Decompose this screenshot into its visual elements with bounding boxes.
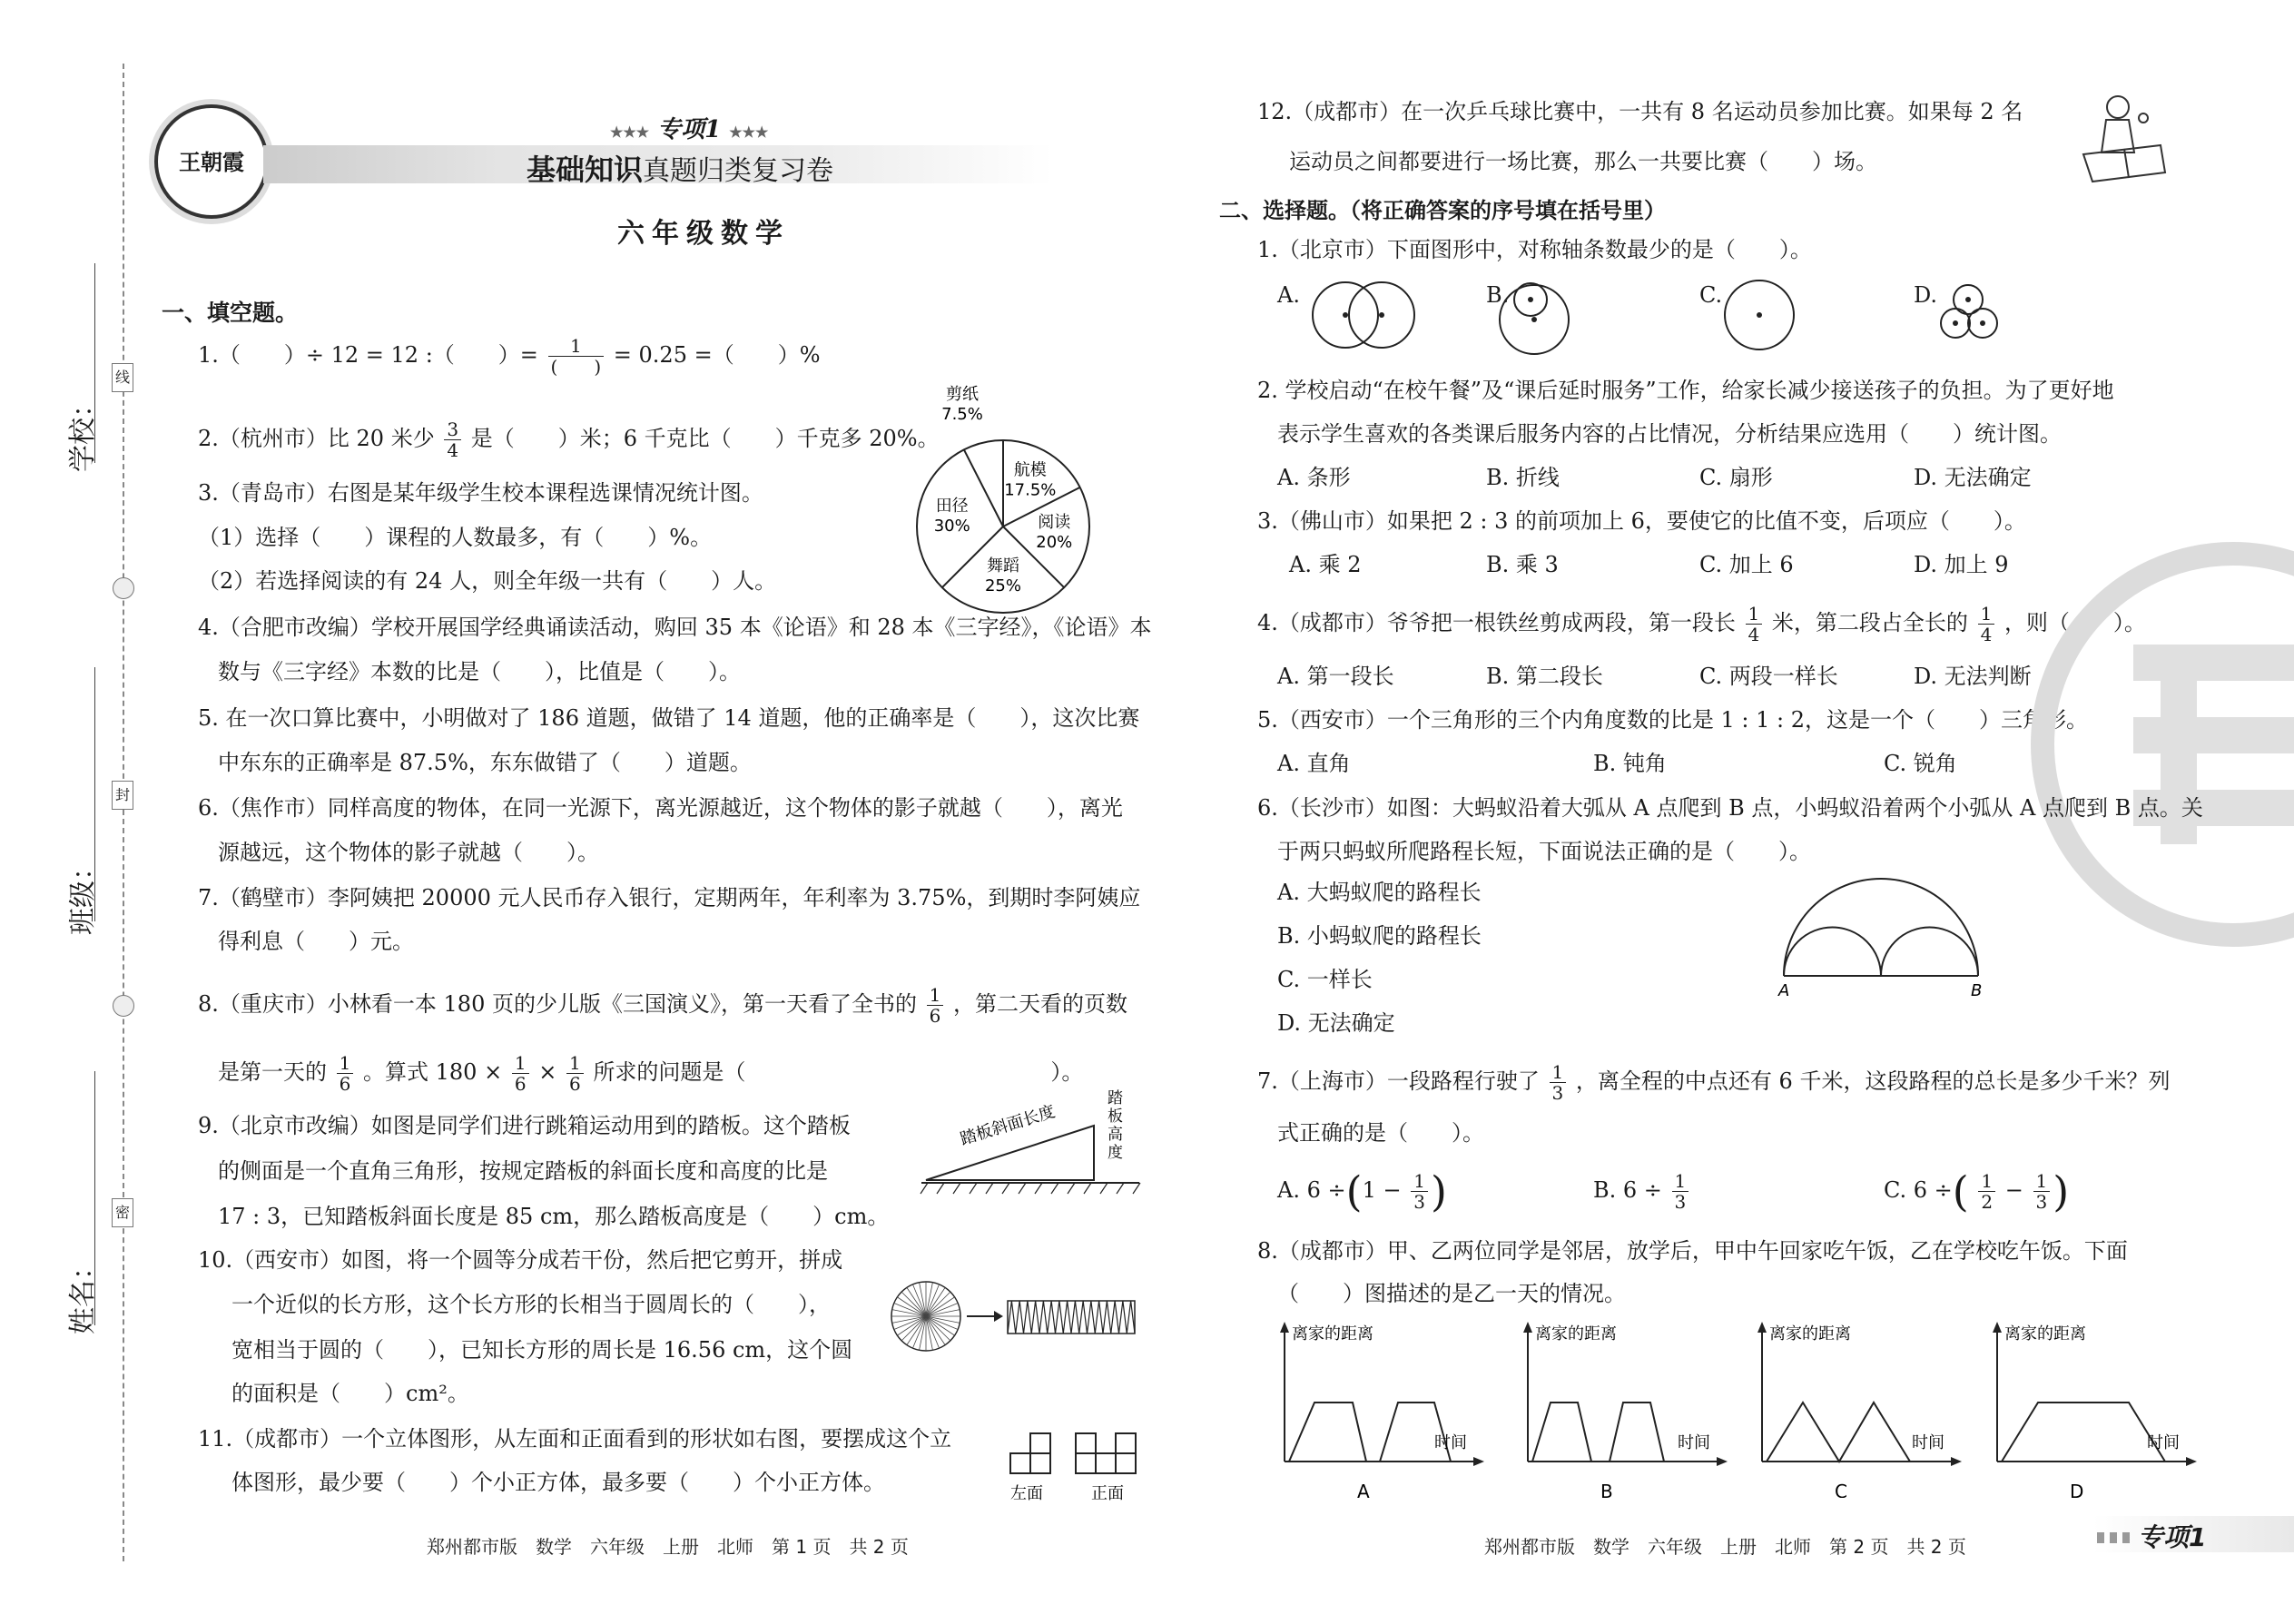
c2-opt-b: B. 折线 bbox=[1486, 465, 1560, 490]
q4-line2: 数与《三字经》本数的比是（ ），比值是（ ）。 bbox=[218, 659, 741, 684]
point-a-label: A bbox=[1778, 981, 1790, 999]
c5-opt-a: A. 直角 bbox=[1277, 751, 1351, 776]
q9-line3: 17 : 3，已知踏板斜面长度是 85 cm，那么踏板高度是（ ）cm。 bbox=[218, 1204, 890, 1229]
c4-opt-d: D. 无法判断 bbox=[1914, 664, 2032, 689]
svg-text:离家的距离: 离家的距离 bbox=[1535, 1324, 1617, 1343]
q8-line2: 是第一天的 $\frac{1}{6}$ 。算式 180 × $\frac{1}{6}$ × $\frac{1}{6}$ 所求的问题是（ ）。 bbox=[218, 1052, 1084, 1095]
pie-label-1: 航模 17.5% bbox=[1004, 460, 1057, 500]
svg-text:D: D bbox=[2070, 1481, 2084, 1498]
part1-heading: 一、填空题。 bbox=[162, 300, 299, 326]
logo-text: 王朝霞 bbox=[179, 149, 244, 175]
confidential-watermark bbox=[2024, 536, 2294, 953]
c7-opt-c: C. 6 ÷( $\frac{1}{2}$ − $\frac{1}{3}$ ) bbox=[1884, 1166, 2070, 1216]
c7-opt-a: A. 6 ÷(1 − $\frac{1}{3}$ ) bbox=[1277, 1166, 1447, 1216]
cut-mark-1: 线 bbox=[112, 363, 133, 392]
school-line bbox=[94, 263, 95, 463]
stars-left-icon: ★★★ bbox=[610, 123, 650, 141]
svg-text:B: B bbox=[1600, 1481, 1613, 1498]
c2-line2: 表示学生喜欢的各类课后服务内容的占比情况，分析结果应选用（ ）统计图。 bbox=[1277, 421, 2062, 447]
c1-shapes bbox=[1298, 272, 2015, 363]
c7-opt-b: B. 6 ÷ $\frac{1}{3}$ bbox=[1593, 1171, 1691, 1212]
graph-B bbox=[1523, 1322, 1728, 1498]
left-view-label: 左面 bbox=[1010, 1484, 1043, 1503]
height-label: 踏板高度 bbox=[1108, 1089, 1123, 1162]
c3-opt-b: B. 乘 3 bbox=[1486, 552, 1559, 577]
graph-C bbox=[1757, 1322, 1962, 1498]
c3-opt-d: D. 加上 9 bbox=[1914, 552, 2009, 577]
c5-opt-b: B. 钝角 bbox=[1593, 751, 1667, 776]
c6-line1: 6.（长沙市）如图：大蚂蚁沿着大弧从 A 点爬到 B 点，小蚂蚁沿着两个小弧从 A 点爬到 B 点。关 bbox=[1257, 795, 2203, 821]
cut-mark-3: 密 bbox=[112, 1198, 133, 1227]
c2-opt-c: C. 扇形 bbox=[1699, 465, 1773, 490]
q6-line2: 源越远，这个物体的影子就越（ ）。 bbox=[218, 840, 599, 865]
q10-line4: 的面积是（ ）cm²。 bbox=[231, 1381, 469, 1406]
svg-text:离家的距离: 离家的距离 bbox=[1769, 1324, 1851, 1343]
q10-line2: 一个近似的长方形，这个长方形的长相当于圆周长的（ ）， bbox=[231, 1292, 831, 1317]
svg-text:A: A bbox=[1357, 1481, 1370, 1498]
q7-line2: 得利息（ ）元。 bbox=[218, 929, 414, 954]
footer-right: 郑州都市版 数学 六年级 上册 北师 第 2 页 共 2 页 bbox=[1484, 1536, 1966, 1558]
q1 bbox=[198, 336, 821, 377]
subject-title: 六年级数学 bbox=[617, 218, 790, 250]
q11-line1: 11.（成都市）一个立体图形，从左面和正面看到的形状如右图，要摆成这个立 bbox=[198, 1426, 952, 1452]
c2-line1: 2. 学校启动“在校午餐”及“课后延时服务”工作，给家长减少接送孩子的负担。为了更好地 bbox=[1257, 378, 2114, 403]
q10-line1: 10.（西安市）如图，将一个圆等分成若干份，然后把它剪开，拼成 bbox=[198, 1247, 843, 1273]
springboard-diagram bbox=[917, 1085, 1144, 1216]
svg-text:离家的距离: 离家的距离 bbox=[2004, 1324, 2086, 1343]
c1-opt-d: D. bbox=[1914, 282, 1938, 308]
title-bold: 基础知识 bbox=[527, 153, 644, 187]
c3-opt-c: C. 加上 6 bbox=[1699, 552, 1794, 577]
ping-pong-illustration bbox=[2074, 91, 2174, 200]
distance-time-graphs bbox=[1266, 1316, 2206, 1498]
pie-label-0: 剪纸 7.5% bbox=[941, 385, 983, 424]
class-label: 班级： bbox=[67, 853, 99, 935]
q8-frac-4: $\frac{1}{6}$ bbox=[566, 1053, 584, 1094]
q12-line2: 运动员之间都要进行一场比赛，那么一共要比赛（ ）场。 bbox=[1289, 149, 1877, 174]
footer-left: 郑州都市版 数学 六年级 上册 北师 第 1 页 共 2 页 bbox=[427, 1536, 909, 1558]
topic-label: 专项1 bbox=[657, 116, 722, 143]
scissor-icon-1 bbox=[113, 577, 134, 599]
q1-fraction: $\frac{1}{( )}$ bbox=[548, 336, 605, 377]
c4-frac-2: $\frac{1}{4}$ bbox=[1978, 604, 1995, 645]
c6-opt-c: C. 一样长 bbox=[1277, 967, 1373, 992]
title-rest: 真题归类复习卷 bbox=[643, 155, 834, 187]
q3-sub2: （2）若选择阅读的有 24 人，则全年级一共有（ ）人。 bbox=[198, 568, 777, 594]
c2-opt-d: D. 无法确定 bbox=[1914, 465, 2032, 490]
graph-A bbox=[1280, 1322, 1484, 1498]
q4-line1: 4.（合肥市改编）学校开展国学经典诵读活动，购回 35 本《论语》和 28 本《三字经》，《论语》本 bbox=[198, 615, 1152, 640]
footer-tag bbox=[2092, 1516, 2294, 1552]
c4-opt-b: B. 第二段长 bbox=[1486, 664, 1603, 689]
school-label: 学校： bbox=[67, 390, 99, 472]
svg-text:时间: 时间 bbox=[1678, 1433, 1710, 1452]
graph-D bbox=[1993, 1322, 2197, 1498]
c8-line2: （ ）图描述的是乙一天的情况。 bbox=[1277, 1281, 1626, 1306]
c7-line2: 式正确的是（ ）。 bbox=[1277, 1120, 1484, 1146]
c4-opt-a: A. 第一段长 bbox=[1277, 664, 1394, 689]
binding-line bbox=[123, 64, 124, 1561]
front-view-label: 正面 bbox=[1091, 1484, 1124, 1503]
q12-line1: 12.（成都市）在一次乒乓球比赛中，一共有 8 名运动员参加比赛。如果每 2 名 bbox=[1257, 99, 2023, 124]
c7-line1: 7.（上海市）一段路程行驶了 $\frac{1}{3}$ ，离全程的中点还有 6 千米，这段路程的总长是多少千米？列 bbox=[1257, 1061, 2171, 1104]
c1-opt-b: B. bbox=[1486, 282, 1510, 308]
ant-arcs-diagram bbox=[1766, 871, 1984, 999]
svg-text:时间: 时间 bbox=[1912, 1433, 1944, 1452]
q2 bbox=[198, 419, 940, 460]
circle-to-rectangle-diagram bbox=[890, 1271, 1144, 1371]
c4-opt-c: C. 两段一样长 bbox=[1699, 664, 1838, 689]
q3-sub1: （1）选择（ ）课程的人数最多，有（ ）%。 bbox=[198, 525, 713, 550]
pie-label-2: 阅读 20% bbox=[1036, 512, 1073, 552]
q8-frac-2: $\frac{1}{6}$ bbox=[337, 1053, 354, 1094]
stars-right-icon: ★★★ bbox=[729, 123, 769, 141]
c3-stem: 3.（佛山市）如果把 2 : 3 的前项加上 6，要使它的比值不变，后项应（ ）。 bbox=[1257, 508, 2026, 534]
q8-frac-1: $\frac{1}{6}$ bbox=[927, 985, 944, 1026]
q9-line2: 的侧面是一个直角三角形，按规定踏板的斜面长度和高度的比是 bbox=[218, 1158, 828, 1184]
q3-stem: 3.（青岛市）右图是某年级学生校本课程选课情况统计图。 bbox=[198, 480, 763, 506]
q11-line2: 体图形，最少要（ ）个小正方体，最多要（ ）个小正方体。 bbox=[231, 1470, 885, 1495]
c7-frac: $\frac{1}{3}$ bbox=[1550, 1062, 1567, 1103]
c6-line2: 于两只蚂蚁所爬路程长短，下面说法正确的是（ ）。 bbox=[1277, 839, 1811, 864]
part2-heading: 二、选择题。（将正确答案的序号填在括号里） bbox=[1219, 198, 1666, 223]
c5-stem: 5.（西安市）一个三角形的三个内角度数的比是 1 : 1 : 2，这是一个（ ）三角形。 bbox=[1257, 707, 2089, 733]
q2-text-b: 是（ ）米；6 千克比（ ）千克多 20%。 bbox=[470, 426, 940, 451]
q1-text-a: 1.（ ）÷ 12 = 12 :（ ）= bbox=[198, 342, 538, 368]
svg-text:离家的距离: 离家的距离 bbox=[1292, 1324, 1373, 1343]
scissor-icon-2 bbox=[113, 995, 134, 1017]
course-pie-chart bbox=[899, 381, 1108, 626]
cut-mark-2: 封 bbox=[112, 781, 133, 810]
c6-opt-d: D. 无法确定 bbox=[1277, 1010, 1395, 1036]
q9-line1: 9.（北京市改编）如图是同学们进行跳箱运动用到的踏板。这个踏板 bbox=[198, 1113, 851, 1138]
c3-opt-a: A. 乘 2 bbox=[1289, 552, 1362, 577]
pie-label-4: 田径 30% bbox=[933, 497, 970, 536]
pie-divider bbox=[964, 449, 1003, 527]
svg-text:时间: 时间 bbox=[2147, 1433, 2180, 1452]
c1-opt-c: C. bbox=[1699, 282, 1723, 308]
svg-text:时间: 时间 bbox=[1434, 1433, 1467, 1452]
c8-line1: 8.（成都市）甲、乙两位同学是邻居，放学后，甲中午回家吃午饭，乙在学校吃午饭。下面 bbox=[1257, 1238, 2128, 1264]
brand-logo bbox=[154, 104, 269, 219]
q2-text-a: 2.（杭州市）比 20 米少 bbox=[198, 426, 435, 451]
point-b-label: B bbox=[1971, 981, 1983, 999]
pie-label-3: 舞蹈 25% bbox=[984, 556, 1022, 595]
c6-opt-b: B. 小蚂蚁爬的路程长 bbox=[1277, 923, 1482, 949]
class-line bbox=[94, 667, 95, 921]
q6-line1: 6.（焦作市）同样高度的物体，在同一光源下，离光源越近，这个物体的影子就越（ ），离光 bbox=[198, 795, 1123, 821]
name-line bbox=[94, 1071, 95, 1325]
c1-opt-a: A. bbox=[1277, 282, 1300, 308]
slope-label: 踏板斜面长度 bbox=[958, 1102, 1058, 1149]
c4-stem: 4.（成都市）爷爷把一根铁丝剪成两段，第一段长 $\frac{1}{4}$ 米，第二段占全长的 $\frac{1}{4}$ ，则（ ）。 bbox=[1257, 603, 2146, 645]
c5-opt-c: C. 锐角 bbox=[1884, 751, 1957, 776]
header-topic bbox=[610, 111, 768, 144]
q7-line1: 7.（鹤壁市）李阿姨把 20000 元人民币存入银行，定期两年，年利率为 3.75%，到期时李阿姨应 bbox=[198, 885, 1141, 910]
c1-stem: 1.（北京市）下面图形中，对称轴条数最少的是（ ）。 bbox=[1257, 237, 1812, 262]
cube-views bbox=[1003, 1421, 1157, 1507]
c2-opt-a: A. 条形 bbox=[1277, 465, 1351, 490]
q8-line1: 8.（重庆市）小林看一本 180 页的少儿版《三国演义》，第一天看了全书的 $\frac{1}{6}$ ，第二天看的页数 bbox=[198, 984, 1127, 1027]
q1-text-b: = 0.25 =（ ）% bbox=[613, 342, 821, 368]
tag-label: 专项1 bbox=[2138, 1522, 2207, 1552]
c6-opt-a: A. 大蚂蚁爬的路程长 bbox=[1277, 880, 1482, 905]
c4-frac-1: $\frac{1}{4}$ bbox=[1746, 604, 1763, 645]
page-title bbox=[527, 147, 833, 189]
tag-squares-icon bbox=[2097, 1532, 2133, 1543]
q2-fraction: $\frac{3}{4}$ bbox=[444, 419, 461, 460]
name-label: 姓名： bbox=[67, 1253, 99, 1334]
svg-text:C: C bbox=[1835, 1481, 1847, 1498]
q5-line1: 5. 在一次口算比赛中，小明做对了 186 道题，做错了 14 道题，他的正确率是（ ），这次比赛 bbox=[198, 705, 1140, 731]
q10-line3: 宽相当于圆的（ ），已知长方形的周长是 16.56 cm，这个圆 bbox=[231, 1337, 853, 1363]
q5-line2: 中东东的正确率是 87.5%，东东做错了（ ）道题。 bbox=[218, 750, 752, 775]
q8-frac-3: $\frac{1}{6}$ bbox=[512, 1053, 529, 1094]
